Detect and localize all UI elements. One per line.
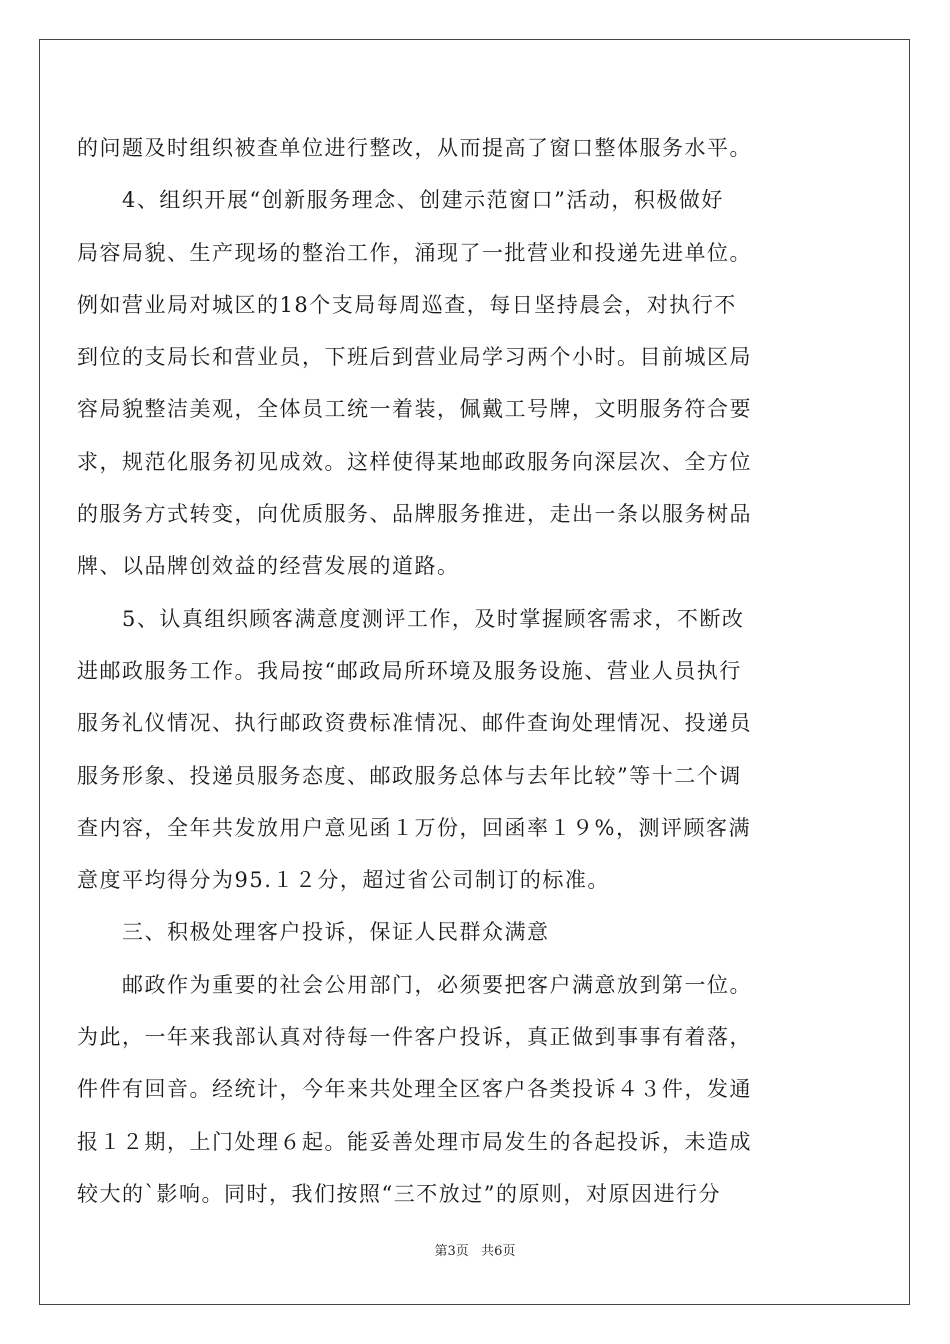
text-line: 求，规范化服务初见成效。这样使得某地邮政服务向深层次、全方位	[77, 449, 752, 474]
text-line: 服务形象、投递员服务态度、邮政服务总体与去年比较”等十二个调	[77, 763, 742, 788]
text-line: 查内容，全年共发放用户意见函１万份，回函率１９%，测评顾客满	[77, 815, 751, 840]
text-line: 进邮政服务工作。我局按“邮政局所环境及服务设施、营业人员执行	[77, 658, 742, 683]
text-line: 意度平均得分为95.１２分，超过省公司制订的标准。	[77, 868, 610, 893]
document-body	[77, 122, 837, 1220]
text-line: 件件有回音。经统计，今年来共处理全区客户各类投诉４３件，发通	[77, 1077, 752, 1102]
text-line: 服务礼仪情况、执行邮政资费标准情况、邮件查询处理情况、投递员	[77, 711, 752, 736]
page-number-footer: 第3页 共6页	[434, 1244, 516, 1259]
text-line: 较大的`影响。同时，我们按照“三不放过”的原则，对原因进行分	[77, 1181, 721, 1206]
text-line: 局容局貌、生产现场的整治工作，涌现了一批营业和投递先进单位。	[77, 240, 752, 265]
text-line: 报１２期，上门处理６起。能妥善处理市局发生的各起投诉，未造成	[77, 1129, 752, 1154]
text-line: 5、认真组织顾客满意度测评工作，及时掌握顾客需求，不断改	[77, 606, 745, 631]
text-line: 牌、以品牌创效益的经营发展的道路。	[77, 554, 460, 579]
text-line: 邮政作为重要的社会公用部门，必须要把客户满意放到第一位。	[77, 972, 752, 997]
text-line: 的问题及时组织被查单位进行整改，从而提高了窗口整体服务水平。	[77, 136, 752, 160]
text-line: 容局貌整洁美观，全体员工统一着装，佩戴工号牌，文明服务符合要	[77, 397, 752, 422]
text-line: 4、组织开展“创新服务理念、创建示范窗口”活动，积极做好	[77, 188, 724, 213]
text-line: 三、积极处理客户投诉，保证人民群众满意	[77, 920, 550, 945]
text-line: 例如营业局对城区的18个支局每周巡查，每日坚持晨会，对执行不	[77, 292, 737, 317]
text-line: 到位的支局长和营业员，下班后到营业局学习两个小时。目前城区局	[77, 345, 752, 370]
text-line: 的服务方式转变，向优质服务、品牌服务推进，走出一条以服务树品	[77, 502, 752, 527]
text-line: 为此，一年来我部认真对待每一件客户投诉，真正做到事事有着落，	[77, 1025, 752, 1050]
